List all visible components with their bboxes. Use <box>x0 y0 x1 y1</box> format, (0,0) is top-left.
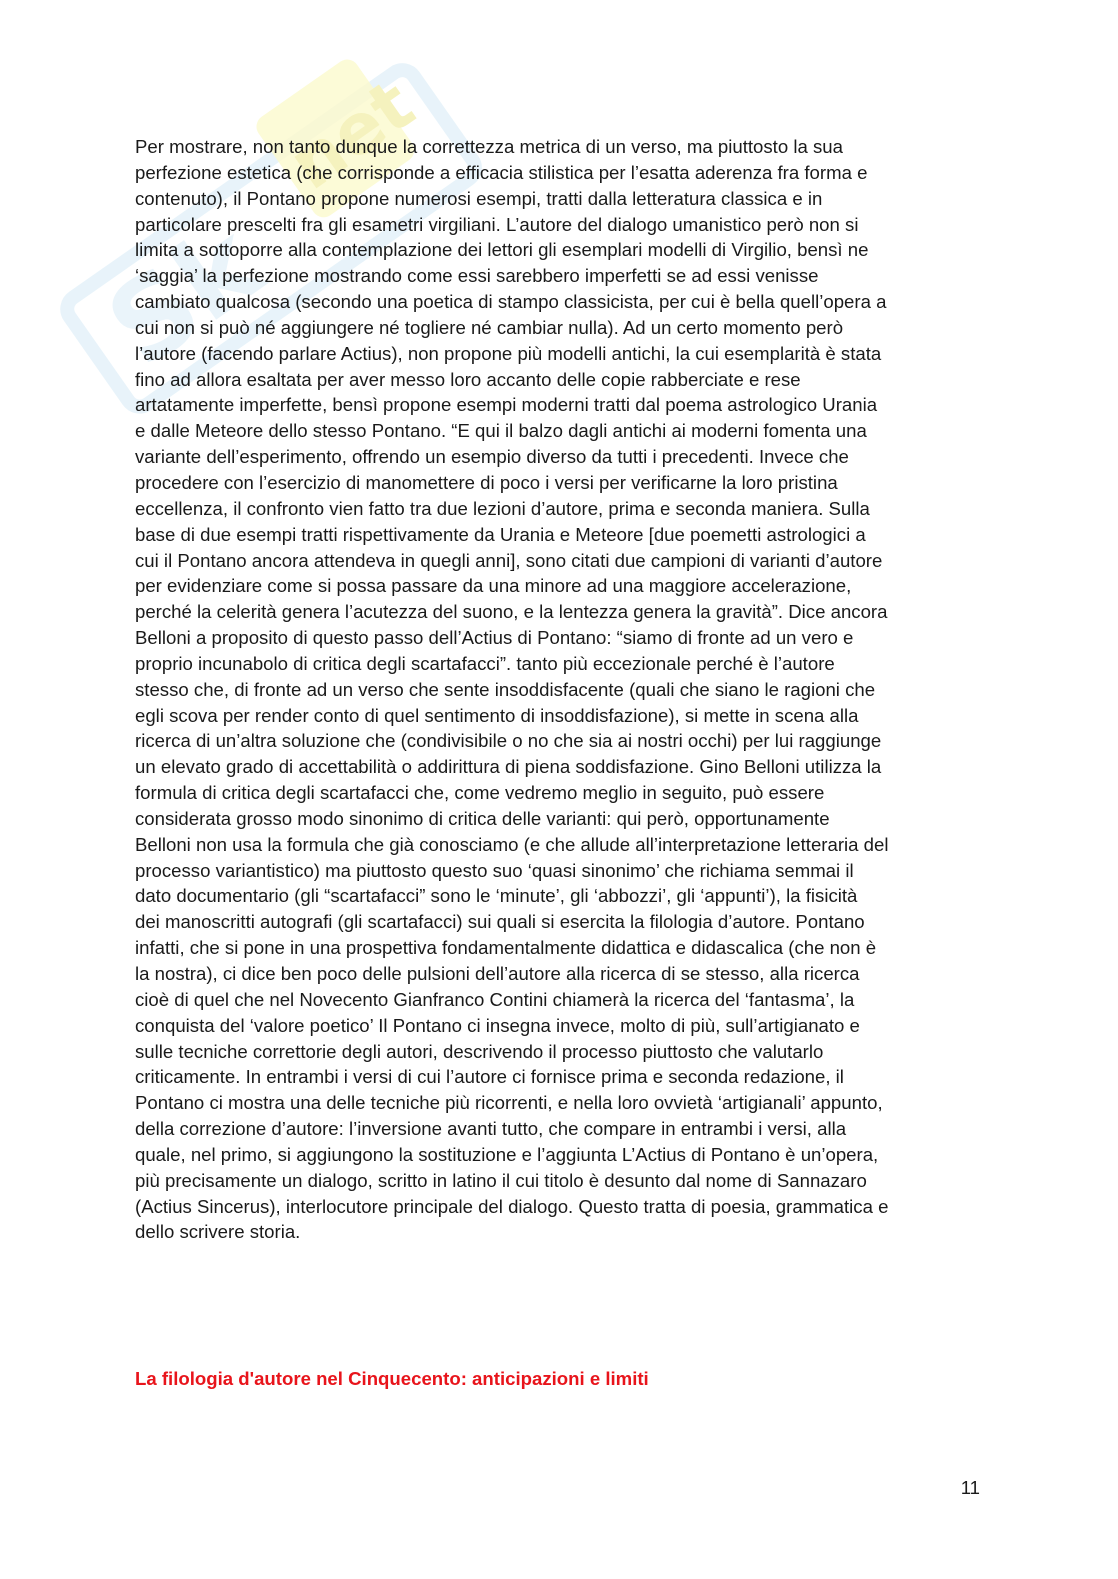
paragraph-line: cioè di quel che nel Novecento Gianfranco Contini chiamerà la ricerca del ‘fantasma’, la <box>135 988 855 1010</box>
paragraph-line: dei manoscritti autografi (gli scartafacci) sui quali si esercita la filologia d’autore. Pontano <box>135 911 865 933</box>
paragraph-line: Pontano ci mostra una delle tecniche più ricorrenti, e nella loro ovvietà ‘artigianali’ appunto, <box>135 1092 883 1114</box>
paragraph-line: formula di critica degli scartafacci che, come vedremo meglio in seguito, può essere <box>135 782 825 804</box>
paragraph-line: la nostra), ci dice ben poco delle pulsioni dell’autore alla ricerca di se stesso, alla ricerca <box>135 963 860 984</box>
paragraph-line: proprio incunabolo di critica degli scartafacci”. tanto più eccezionale perché è l’autore <box>135 652 835 674</box>
paragraph-line: dato documentario (gli “scartafacci” sono le ‘minute’, gli ‘abbozzi’, gli ‘appunti’), la fisicità <box>135 885 858 907</box>
paragraph-line: della correzione d’autore: l’inversione avanti tutto, che compare in entrambi i versi, alla <box>135 1118 847 1140</box>
paragraph-line: procedere con l’esercizio di manomettere di poco i versi per verificarne la loro pristina <box>135 471 838 493</box>
paragraph-line: base di due esempi tratti rispettivamente da Urania e Meteore [due poemetti astrologici a <box>135 523 866 545</box>
paragraph-line: un elevato grado di accettabilità o addirittura di piena soddisfazione. Gino Belloni utilizza la <box>135 756 882 778</box>
paragraph-line: cui il Pontano ancora attendeva in quegli anni], sono citati due campioni di varianti d’autore <box>135 549 883 571</box>
paragraph-line: particolare prescelti fra gli esametri virgiliani. L’autore del dialogo umanistico però non si <box>135 213 859 235</box>
paragraph-line: (Actius Sincerus), interlocutore principale del dialogo. Questo tratta di poesia, grammatica e <box>135 1195 889 1217</box>
paragraph-line: Belloni non usa la formula che già conosciamo (e che allude all’interpretazione letteraria del <box>135 833 889 855</box>
body-paragraph <box>135 134 980 1245</box>
paragraph-line: perché la celerità genera l’acutezza del suono, e la lentezza genera la gravità”. Dice ancora <box>135 601 888 623</box>
paragraph-line: infatti, che si pone in una prospettiva fondamentalmente didattica e didascalica (che non è <box>135 937 877 959</box>
paragraph-line: processo variantistico) ma piuttosto questo suo ‘quasi sinonimo’ che richiama semmai il <box>135 859 854 881</box>
paragraph-line: più precisamente un dialogo, scritto in latino il cui titolo è desunto dal nome di Sannazaro <box>135 1169 867 1191</box>
paragraph-line: considerata grosso modo sinonimo di critica delle varianti: qui però, opportunamente <box>135 807 830 829</box>
paragraph-line: perfezione estetica (che corrisponde a efficacia stilistica per l’esatta aderenza fra forma e <box>135 161 868 183</box>
paragraph-line: eccellenza, il confronto vien fatto tra due lezioni d’autore, prima e seconda maniera. Sulla <box>135 497 870 519</box>
section-heading: La filologia d'autore nel Cinquecento: anticipazioni e limiti <box>135 1368 649 1389</box>
paragraph-line: contenuto), il Pontano propone numerosi esempi, tratti dalla letteratura classica e in <box>135 187 823 209</box>
page-number: 11 <box>960 1477 980 1498</box>
paragraph-line: artatamente imperfette, bensì propone esempi moderni tratti dal poema astrologico Urania <box>135 394 878 416</box>
paragraph-line: ‘saggia’ la perfezione mostrando come essi sarebbero imperfetti se ad essi venisse <box>135 265 819 287</box>
paragraph-line: sulle tecniche correttorie degli autori, descrivendo il processo piuttosto che valutarlo <box>135 1040 824 1062</box>
svg-text:net: net <box>274 63 429 206</box>
paragraph-line: quale, nel primo, si aggiungono la sostituzione e l’aggiunta L’Actius di Pontano è un’opera, <box>135 1143 879 1165</box>
paragraph-line: conquista del ‘valore poetico’ Il Pontano ci insegna invece, molto di più, sull’artigianato e <box>135 1014 860 1036</box>
paragraph-line: stesso che, di fronte ad un verso che sente insoddisfacente (quali che siano le ragioni che <box>135 678 876 700</box>
paragraph-line: Per mostrare, non tanto dunque la correttezza metrica di un verso, ma piuttosto la sua <box>135 136 843 157</box>
paragraph-line: per evidenziare come si possa passare da una minore ad una maggiore accelerazione, <box>135 575 852 597</box>
svg-text:Sk: Sk <box>85 199 284 392</box>
paragraph-line: l’autore (facendo parlare Actius), non propone più modelli antichi, la cui esemplarità è stata <box>135 342 882 364</box>
paragraph-line: ricerca di un’altra soluzione che (condivisibile o no che sia ai nostri occhi) per lui raggiunge <box>135 730 882 752</box>
paragraph-line: dello scrivere storia. <box>135 1221 301 1243</box>
paragraph-line: limita a sottoporre alla contemplazione dei lettori gli esemplari modelli di Virgilio, bensì ne <box>135 239 869 261</box>
paragraph-line: Belloni a proposito di questo passo dell’Actius di Pontano: “siamo di fronte ad un vero e <box>135 627 854 649</box>
paragraph-line: criticamente. In entrambi i versi di cui l’autore ci fornisce prima e seconda redazione, il <box>135 1066 844 1088</box>
paragraph-line: cui non si può né aggiungere né togliere né cambiar nulla). Ad un certo momento però <box>135 316 844 338</box>
paragraph-line: egli scova per render conto di quel sentimento di insoddisfazione), si mette in scena alla <box>135 704 859 726</box>
paragraph-line: variante dell’esperimento, offrendo un esempio diverso da tutti i precedenti. Invece che <box>135 446 849 468</box>
paragraph-line: e dalle Meteore dello stesso Pontano. “E qui il balzo dagli antichi ai moderni fomenta una <box>135 420 867 442</box>
paragraph-line: cambiato qualcosa (secondo una poetica di stampo classicista, per cui è bella quell’opera a <box>135 291 887 313</box>
paragraph-line: fino ad allora esaltata per aver messo loro accanto delle copie rabberciate e rese <box>135 368 801 390</box>
